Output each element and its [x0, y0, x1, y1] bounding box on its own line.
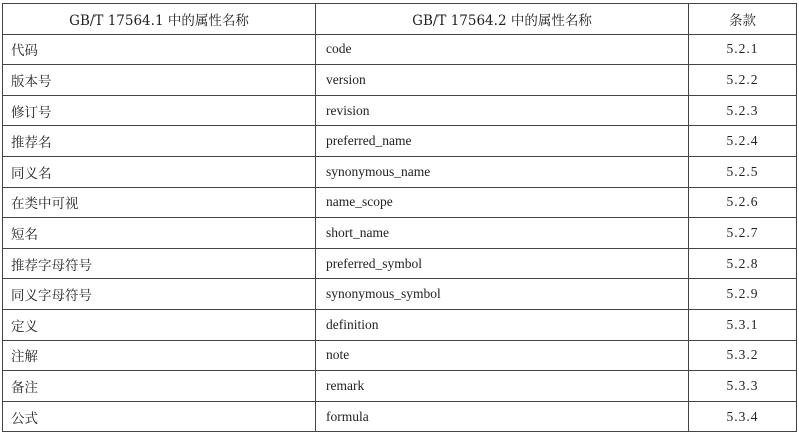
cell-part2-name: short_name — [316, 218, 689, 249]
table-row — [3, 65, 797, 96]
cell-clause: 5.3.2 — [689, 340, 797, 371]
cell-part2-name: remark — [316, 371, 689, 402]
attribute-mapping-table — [2, 3, 797, 432]
cell-part1-name: 推荐字母符号 — [3, 248, 316, 279]
cell-part1-name: 推荐名 — [3, 126, 316, 157]
table-row — [3, 34, 797, 65]
cell-clause: 5.3.4 — [689, 401, 797, 432]
cell-part2-name: name_scope — [316, 187, 689, 218]
cell-clause: 5.2.7 — [689, 218, 797, 249]
cell-part1-name: 注解 — [3, 340, 316, 371]
table-row — [3, 126, 797, 157]
cell-clause: 5.3.1 — [689, 309, 797, 340]
table-row — [3, 340, 797, 371]
cell-clause: 5.2.6 — [689, 187, 797, 218]
cell-part1-name: 同义字母符号 — [3, 279, 316, 310]
cell-part1-name: 备注 — [3, 371, 316, 402]
cell-part1-name: 在类中可视 — [3, 187, 316, 218]
header-row — [3, 4, 797, 35]
cell-part1-name: 短名 — [3, 218, 316, 249]
table-row — [3, 218, 797, 249]
cell-clause: 5.2.5 — [689, 156, 797, 187]
cell-part2-name: preferred_symbol — [316, 248, 689, 279]
table-row — [3, 309, 797, 340]
cell-clause: 5.2.1 — [689, 34, 797, 65]
cell-part2-name: formula — [316, 401, 689, 432]
cell-part2-name: note — [316, 340, 689, 371]
table-row — [3, 187, 797, 218]
header-part2-attribute-name: GB/T 17564.2 中的属性名称 — [316, 4, 689, 35]
cell-part2-name: synonymous_name — [316, 156, 689, 187]
cell-clause: 5.2.8 — [689, 248, 797, 279]
table-row — [3, 371, 797, 402]
cell-part1-name: 代码 — [3, 34, 316, 65]
table-row — [3, 156, 797, 187]
table-row — [3, 95, 797, 126]
cell-part2-name: code — [316, 34, 689, 65]
table-row — [3, 401, 797, 432]
cell-part1-name: 版本号 — [3, 65, 316, 96]
cell-part2-name: definition — [316, 309, 689, 340]
cell-part2-name: synonymous_symbol — [316, 279, 689, 310]
header-clause: 条款 — [689, 4, 797, 35]
cell-part2-name: revision — [316, 95, 689, 126]
cell-part1-name: 同义名 — [3, 156, 316, 187]
table-row — [3, 248, 797, 279]
cell-part1-name: 公式 — [3, 401, 316, 432]
cell-part2-name: version — [316, 65, 689, 96]
cell-clause: 5.2.4 — [689, 126, 797, 157]
cell-part2-name: preferred_name — [316, 126, 689, 157]
cell-clause: 5.2.9 — [689, 279, 797, 310]
table-body — [3, 34, 797, 432]
cell-part1-name: 修订号 — [3, 95, 316, 126]
cell-part1-name: 定义 — [3, 309, 316, 340]
table-row — [3, 279, 797, 310]
cell-clause: 5.3.3 — [689, 371, 797, 402]
cell-clause: 5.2.2 — [689, 65, 797, 96]
cell-clause: 5.2.3 — [689, 95, 797, 126]
header-part1-attribute-name: GB/T 17564.1 中的属性名称 — [3, 4, 316, 35]
